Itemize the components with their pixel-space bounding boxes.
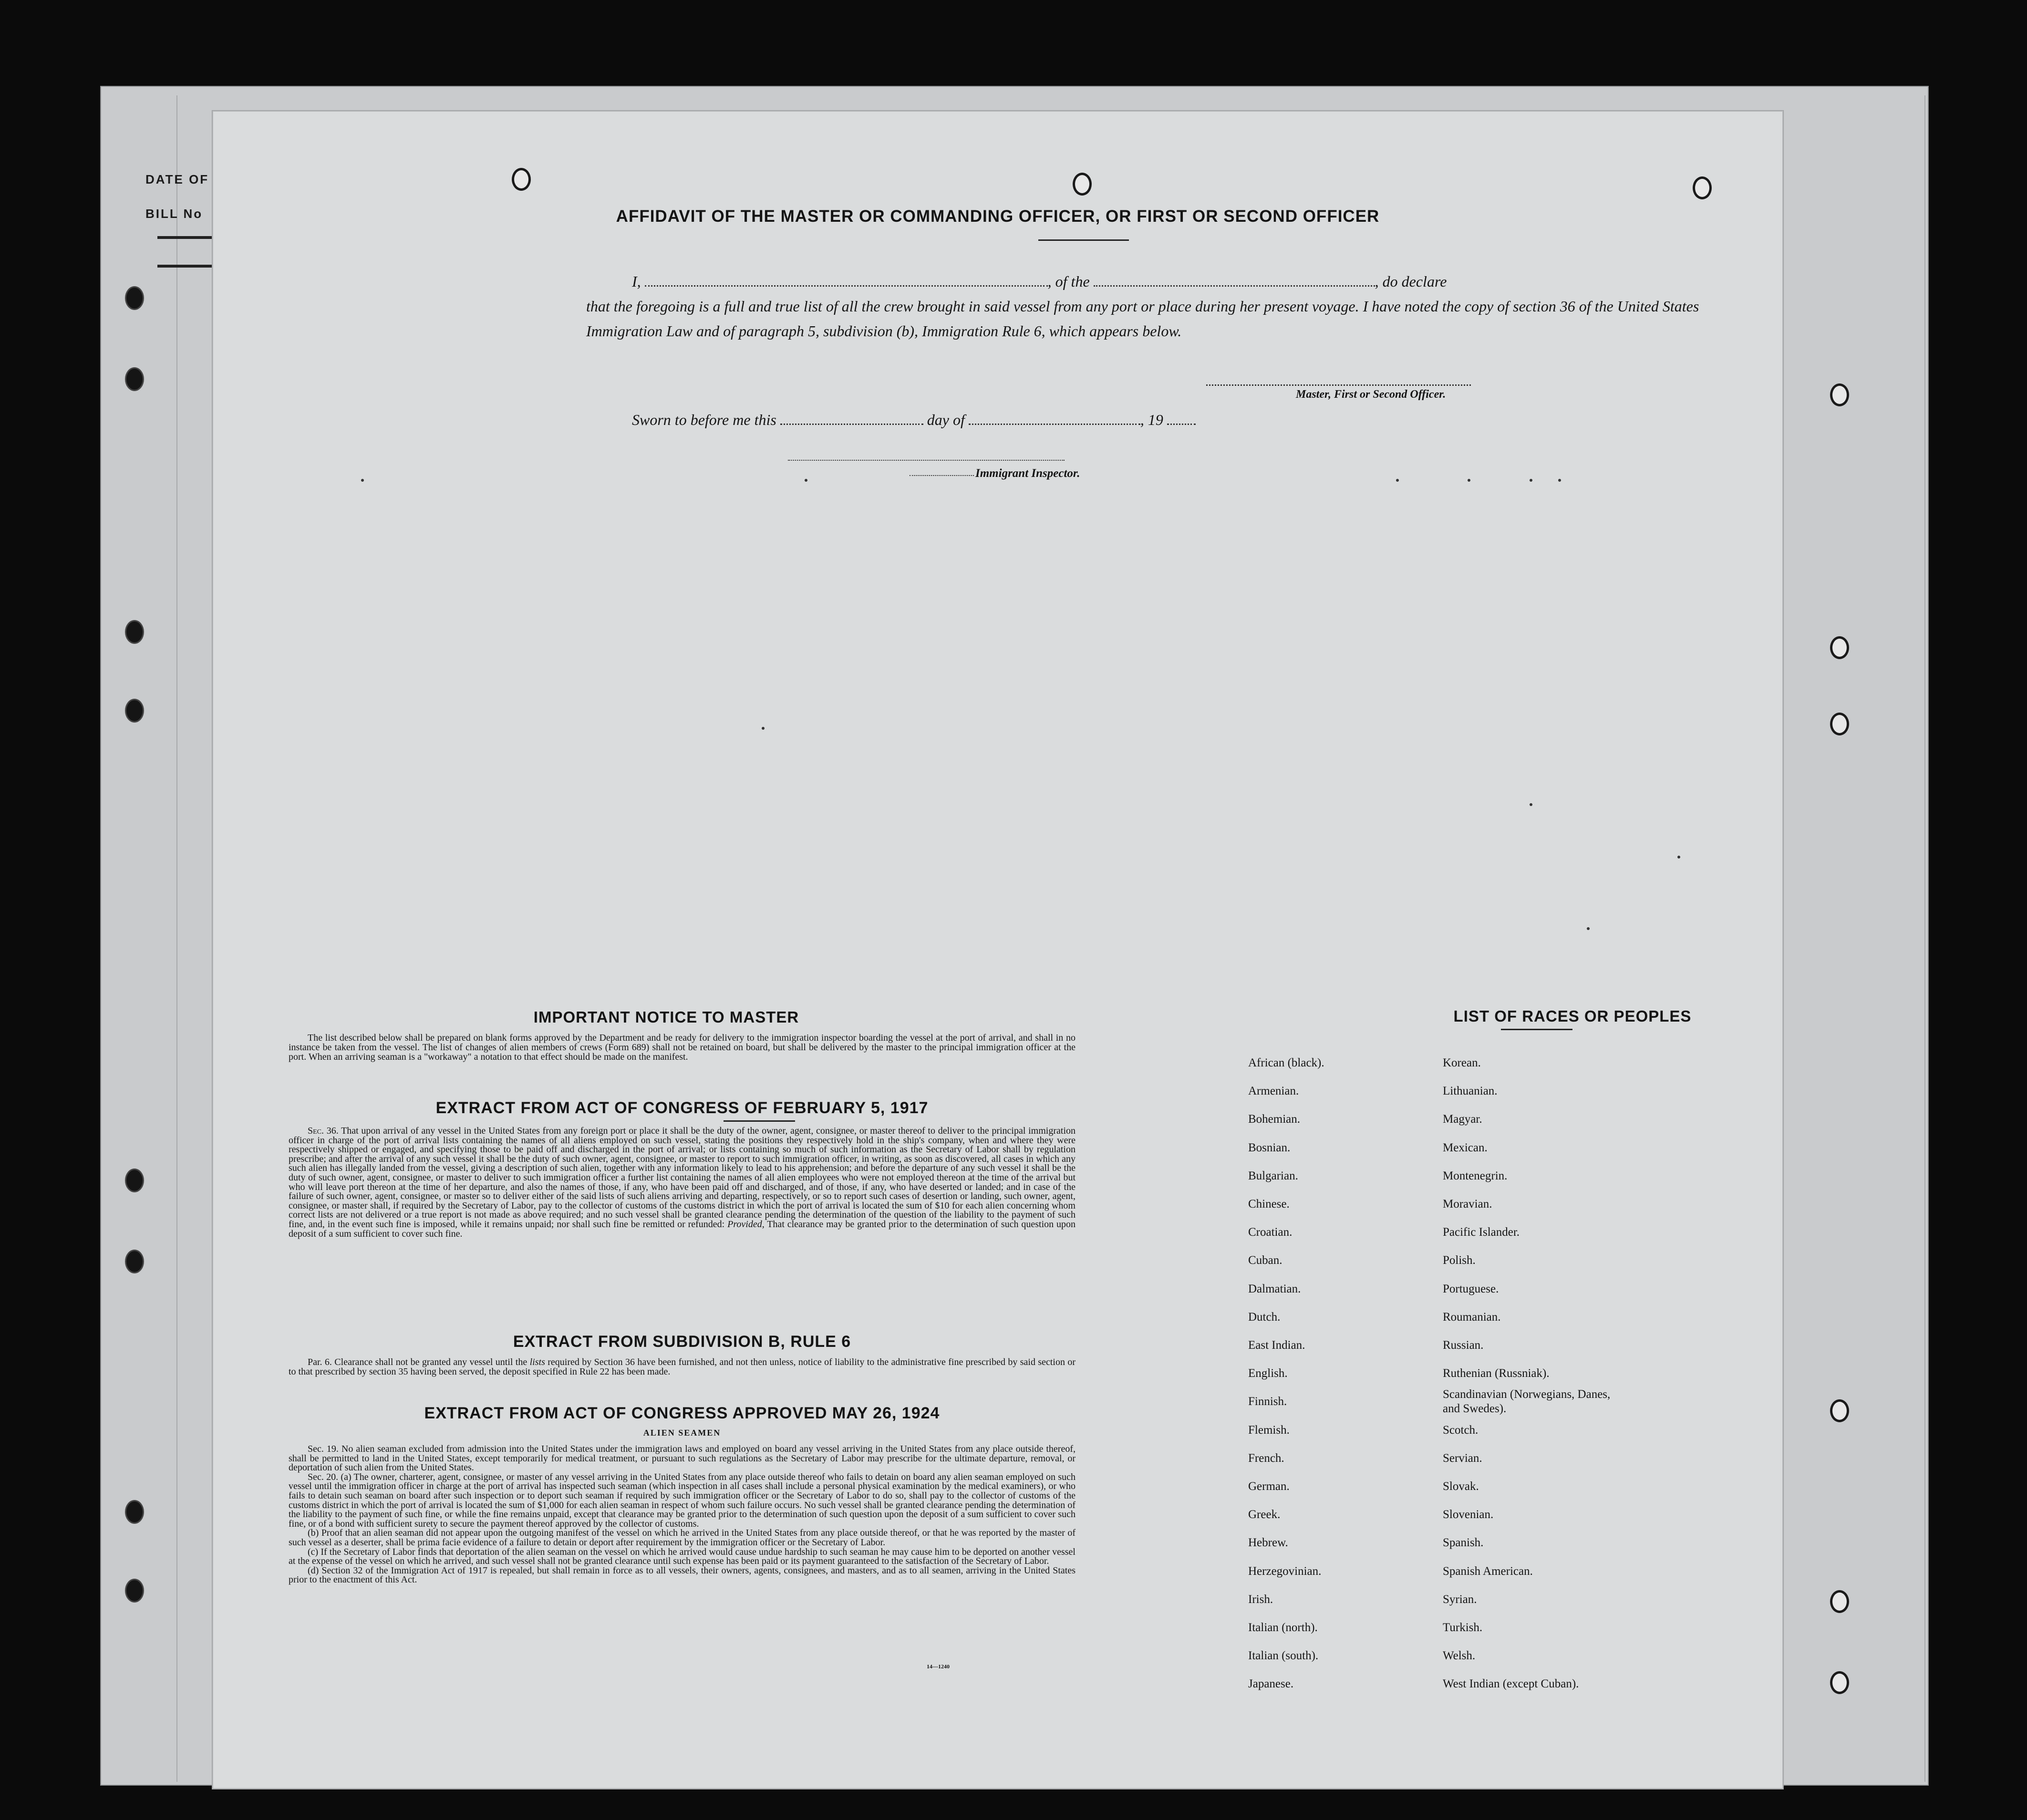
extract-1917-title: EXTRACT FROM ACT OF CONGRESS OF FEBRUARY 5, 1917 <box>435 1099 929 1117</box>
race-item: Scandinavian (Norwegians, Danes, and Swedes). <box>1443 1388 1611 1416</box>
race-item: Herzegovinian. <box>1248 1564 1322 1578</box>
race-item: Spanish. <box>1443 1536 1484 1550</box>
affidavit-title: AFFIDAVIT OF THE MASTER OR COMMANDING OFFICER, OR FIRST OR SECOND OFFICER <box>616 207 1380 226</box>
extract-1917-text <box>289 1127 1076 1239</box>
section-body: That upon arrival of any vessel in the United States from any foreign port or place it shall be the duty of the owner, agent, consignee, or master thereof to deliver to the principal immigration officer in charge of the port of arrival lists containing the names of all aliens employed on such vessel, stating the positions they respectively hold in the ship's company, when and where they were respectively shipped or engaged, and specifying those to be paid off and discharged in the port of arrival; or lists containing so much of such information as the Secretary of Labor shall by regulation prescribe; and after the arrival of any such vessel it shall be the duty of such owner, agent, consignee, or master to report to such immigration officer, in writing, as soon as discovered, all cases in which any such alien has illegally landed from the vessel, giving a description of such alien, together with any information likely to lead to his apprehension; and before the departure of any such vessel it shall be the duty of such owner, agent, consignee, or master to deliver to such immigration officer a further list containing the names of all alien employees who were not employed thereon at the time of the arrival but who will leave port thereon at the time of her departure, and also the names of those, if any, who have been paid off and discharged, and of those, if any, who have deserted or landed; and in case of the failure of such owner, agent, consignee, or master so to deliver either of the said lists of such aliens arriving and departing, respectively, or so to report such cases of desertion or landing, such owner, agent, consignee, or master shall, if required by the Secretary of Labor, pay to the collector of customs of the customs district in which the port of arrival is located the sum of $10 for each alien concerning whom correct lists are not delivered or a true report is not made as above required; and no such vessel shall be granted clearance pending the determination of the question of the liability to the payment of such fine, and, in the event such fine is imposed, while it remains unpaid; nor shall such fine be remitted or refunded: <box>289 1126 1076 1230</box>
race-item: Slovak. <box>1443 1480 1479 1493</box>
punch-hole <box>1830 636 1849 659</box>
section-label: Sec. 36. <box>308 1126 339 1136</box>
rule6-lists: lists <box>529 1357 545 1367</box>
race-item: Polish. <box>1443 1254 1476 1267</box>
races-column-2 <box>1443 1049 1629 1698</box>
race-item: Spanish American. <box>1443 1564 1533 1578</box>
races-rule <box>1501 1029 1572 1030</box>
punch-hole <box>1073 173 1092 196</box>
underlying-rule <box>1924 95 1925 1782</box>
declarant-suffix: , do declare <box>1375 273 1447 290</box>
race-item: East Indian. <box>1248 1339 1305 1352</box>
binder-hole <box>125 1250 144 1273</box>
race-item: Pacific Islander. <box>1443 1226 1520 1239</box>
race-item: Italian (north). <box>1248 1621 1318 1634</box>
extract-1924-title: EXTRACT FROM ACT OF CONGRESS APPROVED MAY 26, 1924 <box>424 1404 940 1422</box>
sworn-year-label: , 19 <box>1140 411 1163 428</box>
underlying-rule <box>176 95 177 1782</box>
print-dot <box>805 479 807 482</box>
binder-hole <box>125 699 144 723</box>
print-dot <box>361 479 364 482</box>
title-rule <box>1038 239 1129 241</box>
section-body-end: That clearance may be granted prior to the determination of such question upon deposit of a sum sufficient to cover such fine. <box>289 1219 1076 1239</box>
race-item: Finnish. <box>1248 1395 1287 1408</box>
punch-hole <box>1693 176 1712 199</box>
binder-hole <box>125 1579 144 1603</box>
extract-rule <box>724 1120 795 1122</box>
stub-date-label: DATE OF <box>145 172 209 186</box>
race-item: Dalmatian. <box>1248 1282 1301 1295</box>
print-dot <box>1587 927 1590 930</box>
inspector-dots <box>910 475 974 476</box>
print-dot <box>1530 803 1532 806</box>
race-item: Welsh. <box>1443 1649 1476 1663</box>
inspector-caption: Immigrant Inspector. <box>975 467 1080 480</box>
race-item: Montenegrin. <box>1443 1169 1508 1182</box>
extract-1924-paragraph: (d) Section 32 of the Immigration Act of 1917 is repealed, but shall remain in force as to all vessels, their owners, agents, consignees, and masters, and as to all seamen, arriving in the United States prior to the enactment of this Act. <box>289 1565 1076 1585</box>
race-item: Dutch. <box>1248 1310 1281 1324</box>
race-item: Cuban. <box>1248 1254 1282 1267</box>
print-dot <box>762 727 765 730</box>
notice-text: The list described below shall be prepared on blank forms approved by the Department and be ready for delivery to the immigration inspector boarding the vessel at the port of arrival, and shall in no instance be taken from the vessel. The list of changes of alien members of crews (Form 689) shall not be retained on board, but shall be delivered by the master to the principal immigration officer at the port. When an arriving seaman is a "workaway" a notation to that effect should be made on the manifest. <box>289 1033 1076 1062</box>
race-item: Irish. <box>1248 1592 1273 1606</box>
print-dot <box>1396 479 1399 482</box>
race-item: French. <box>1248 1451 1284 1465</box>
inspector-signature-line[interactable] <box>788 460 1065 461</box>
extract-1924-text <box>289 1445 1076 1585</box>
extract-1924-paragraph: (b) Proof that an alien seaman did not appear upon the outgoing manifest of the vessel on which he arrived in the United States from any place outside thereof, or that he was reported by the master of such vessel as a deserter, shall be prima facie evidence of a failure to detain or deport after requirement by the immigration officer or the Secretary of Labor. <box>289 1528 1076 1548</box>
race-item: Lithuanian. <box>1443 1085 1498 1098</box>
race-item: Italian (south). <box>1248 1649 1319 1663</box>
race-item: Slovenian. <box>1443 1508 1494 1521</box>
stub-line <box>157 265 215 268</box>
race-item: Roumanian. <box>1443 1310 1501 1324</box>
race-item: Portuguese. <box>1443 1282 1499 1295</box>
affidavit-paragraph: that the foregoing is a full and true list of all the crew brought in said vessel from any port or place during her present voyage. I have noted the copy of section 36 of the United States Immigration Law and of paragraph 5, subdivision (b), Immigration Rule 6, which appears below. <box>586 298 1699 340</box>
binder-hole <box>125 286 144 310</box>
declarant-name-field[interactable] <box>645 271 1048 287</box>
race-item: Croatian. <box>1248 1226 1293 1239</box>
race-item: Hebrew. <box>1248 1536 1288 1550</box>
print-dot <box>1677 856 1680 858</box>
punch-hole <box>1830 1671 1849 1694</box>
race-item: Russian. <box>1443 1339 1484 1352</box>
race-item: Turkish. <box>1443 1621 1483 1634</box>
race-item: Bulgarian. <box>1248 1169 1298 1182</box>
extract-1924-paragraph: Sec. 20. (a) The owner, charterer, agent, consignee, or master of any vessel arriving in the United States from any place outside thereof who fails to detain on board any alien seaman employed on such vessel until the immigration officer in charge at the port of arrival has inspected such seaman (which inspection in all cases shall include a personal physical examination by the medical examiners), or who fails to detain such seaman on board after such inspection or to deport such seaman if required by such immigration officer or the Secretary of Labor to do so, shall pay to the collector of customs of the customs district in which the port of arrival is located the sum of $1,000 for each alien seaman in respect of whom such failure occurs. No such vessel shall be granted clearance pending the determination of the liability to the payment of such fine, or while the fine remains unpaid, except that clearance may be granted prior to the determination of such question upon the deposit of a sum sufficient to cover such fine, or of a bond with sufficient surety to secure the payment thereof approved by the collector of customs. <box>289 1471 1076 1529</box>
signature-caption: Master, First or Second Officer. <box>1296 388 1446 401</box>
race-item: Syrian. <box>1443 1592 1477 1606</box>
sworn-day-label: day of <box>927 411 965 428</box>
punch-hole <box>1830 383 1849 406</box>
race-item: Korean. <box>1443 1056 1481 1069</box>
sworn-prefix: Sworn to before me this <box>632 411 776 428</box>
binder-hole <box>125 1169 144 1192</box>
extract-1924-paragraph: (c) If the Secretary of Labor finds that deportation of the alien seaman on the vessel on which he arrived would cause undue hardship to such seaman he may cause him to be deported on another vessel at the expense of the vessel on which he arrived, and such vessel shall not be granted clearance until such expense has been paid or its payment guaranteed to the satisfaction of the Secretary of Labor. <box>289 1546 1076 1567</box>
stub-bill-label: BILL No <box>145 207 203 221</box>
extract-rule6-text <box>289 1357 1076 1376</box>
notice-title: IMPORTANT NOTICE TO MASTER <box>533 1008 799 1026</box>
race-item: Mexican. <box>1443 1141 1488 1154</box>
declarant-of-the: , of the <box>1047 273 1090 290</box>
rule6-start: Par. 6. Clearance shall not be granted any vessel until the <box>308 1357 527 1367</box>
race-item: Magyar. <box>1443 1113 1482 1126</box>
punch-hole <box>512 168 531 191</box>
race-item: Scotch. <box>1443 1423 1479 1437</box>
signature-line[interactable] <box>1206 384 1471 386</box>
print-dot <box>1558 479 1561 482</box>
race-item: Ruthenian (Russniak). <box>1443 1367 1550 1380</box>
race-item: Bosnian. <box>1248 1141 1291 1154</box>
race-item: Japanese. <box>1248 1677 1294 1691</box>
race-item: Chinese. <box>1248 1198 1290 1211</box>
alien-seamen-subtitle: ALIEN SEAMEN <box>643 1428 721 1437</box>
affidavit-page <box>212 111 1783 1789</box>
race-item: West Indian (except Cuban). <box>1443 1677 1579 1691</box>
extract-rule6-title: EXTRACT FROM SUBDIVISION B, RULE 6 <box>513 1333 851 1351</box>
sworn-month-field[interactable] <box>969 409 1140 425</box>
proviso-word: Provided, <box>727 1219 765 1230</box>
vessel-name-field[interactable] <box>1094 271 1375 287</box>
stub-line <box>157 236 215 239</box>
binder-hole <box>125 367 144 391</box>
rule6-end: required by Section 36 have been furnished, and not then unless, notice of liability to the administrative fine prescribed by said section or to that prescribed by section 35 having been served, the deposit specified in Rule 22 has been made. <box>289 1357 1076 1377</box>
race-item: Flemish. <box>1248 1423 1290 1437</box>
declarant-line <box>632 269 1447 294</box>
race-item: Armenian. <box>1248 1085 1299 1098</box>
binder-hole <box>125 1500 144 1524</box>
races-column-1 <box>1248 1049 1324 1698</box>
race-item: Bohemian. <box>1248 1113 1301 1126</box>
race-item: Greek. <box>1248 1508 1281 1521</box>
punch-hole <box>1830 1590 1849 1613</box>
race-item: German. <box>1248 1480 1290 1493</box>
punch-hole <box>1830 1399 1849 1422</box>
extract-1924-paragraph: Sec. 19. No alien seaman excluded from admission into the United States under the immigration laws and employed on board any vessel arriving in the United States from any place outside thereof, shall be permitted to land in the United States, except temporarily for medical treatment, or pursuant to such regulations as the Secretary of Labor may prescribe for the ultimate departure, removal, or deportation of such alien from the United States. <box>289 1444 1076 1473</box>
print-dot <box>1468 479 1470 482</box>
race-item: English. <box>1248 1367 1288 1380</box>
form-number: 14—1240 <box>927 1663 950 1670</box>
print-dot <box>1530 479 1532 482</box>
sworn-year-field[interactable] <box>1167 409 1196 425</box>
sworn-day-field[interactable] <box>780 409 923 425</box>
declarant-prefix: I, <box>632 273 641 290</box>
punch-hole <box>1830 713 1849 735</box>
race-item: Servian. <box>1443 1451 1482 1465</box>
race-item: Moravian. <box>1443 1198 1492 1211</box>
sworn-line <box>632 407 1196 432</box>
races-title: LIST OF RACES OR PEOPLES <box>1453 1007 1692 1025</box>
binder-hole <box>125 620 144 644</box>
race-item: African (black). <box>1248 1056 1324 1069</box>
underlying-stub-labels <box>145 162 209 231</box>
